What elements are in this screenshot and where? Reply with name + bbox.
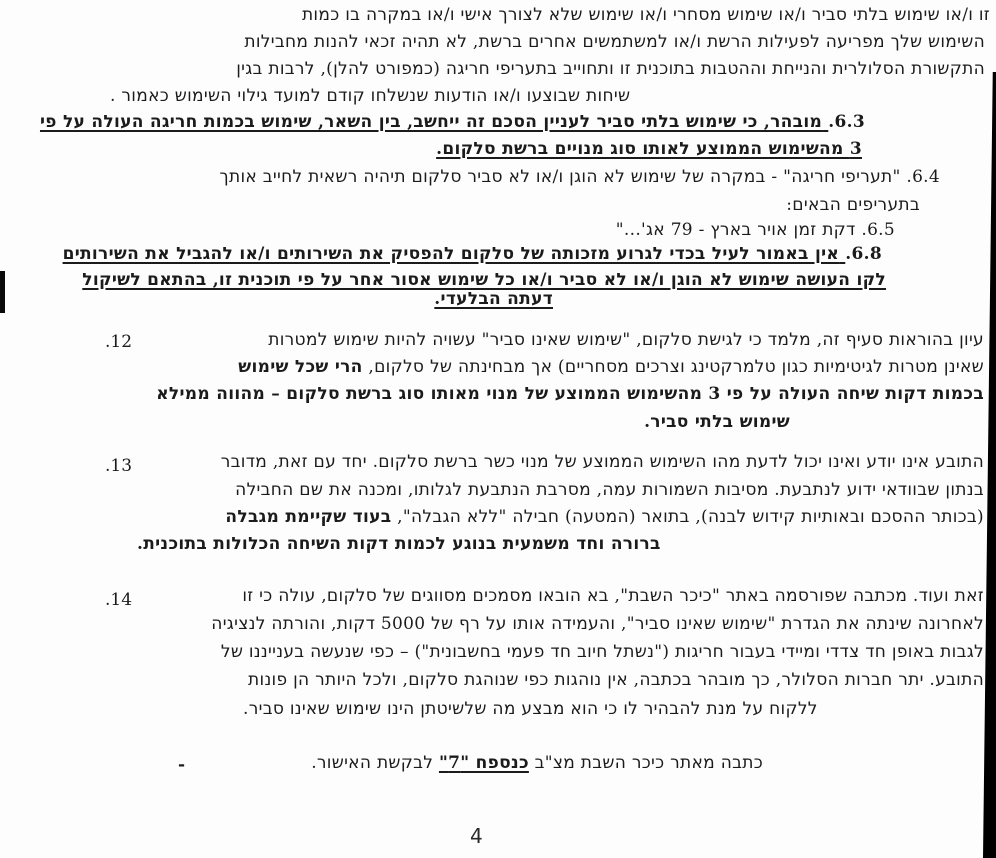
footnote-text-before: כתבה מאתר כיכר השבת מצ"ב xyxy=(534,753,763,773)
paragraph-14-line-2: לאחרונה שינתה את הגדרת "שימוש שאינו סביר", והעמידה אותו על רף של 5000 דקות, והורתה לנציגיה xyxy=(211,614,984,634)
paragraph-12-line-4: שימוש בלתי סביר. xyxy=(644,412,790,432)
paragraph-13-line-3-bold: בעוד שקיימת מגבלה xyxy=(225,507,392,527)
clause-6-5-number: 6.5. xyxy=(861,220,895,240)
paragraph-14-number: 14. xyxy=(105,590,133,610)
paragraph-14-line-3: לגבות באופן חד צדדי ומיידי בעבור חריגות ("נשתל חיוב חד פעמי בחשבונית") – כפי שנעשה בענייננו של xyxy=(220,642,984,662)
paragraph-12-line-3: בכמות דקות שיחה העולה על פי 3 מהשימוש הממוצע של מנוי מאותו סוג ברשת סלקום – מהווה ממילא xyxy=(156,384,984,404)
paragraph-13-line-4: ברורה וחד משמעית בנוגע לכמות דקות השיחה הכלולות בתוכנית. xyxy=(137,534,661,554)
footnote-dash: - xyxy=(178,755,186,775)
clause-6-3-line-2: 3 מהשימוש הממוצע לאותו סוג מנויים ברשת סלקום. xyxy=(436,139,862,159)
paragraph-13-line-3-regular: (בכותר ההסכם ובאותיות קידוש לבנה), בתואר (המטעה) חבילה "ללא הגבלה", xyxy=(397,507,984,527)
clause-6-8-line-2: לקו העושה שימוש לא הוגן ו/או לא סביר ו/או כל שימוש אסור אחר על פי תוכנית זו, בהתאם לשיקול xyxy=(82,270,886,290)
clause-6-4-text: "תעריפי חריגה" - במקרה של שימוש לא הוגן ו/או לא סביר סלקום תיהיה רשאית לחייב אותך xyxy=(219,167,901,187)
clause-6-8-line-3: דעתה הבלעדי. xyxy=(434,289,553,309)
paragraph-14-line-1: זאת ועוד. מכתבה שפורסמה באתר "כיכר השבת", בא הובאו מסמכים מסווגים של סלקום, עולה כי זו xyxy=(242,586,984,606)
paragraph-12-line-2-bold: הרי שכל שימוש xyxy=(238,357,363,377)
footnote-annex-ref: כנספח "7" xyxy=(438,753,529,773)
footnote-line xyxy=(311,752,763,775)
paragraph-13-line-1: התובע אינו יודע ואינו יכול לדעת מהו השימוש הממוצע של מנוי כשר ברשת סלקום. יחד עם זאת, מדובר xyxy=(220,452,984,472)
clause-6-4-line-2: בתעריפים הבאים: xyxy=(786,195,920,215)
footnote-text-after: לבקשת האישור. xyxy=(311,753,434,773)
clause-6-3-line-1 xyxy=(40,111,865,134)
paragraph-12-line-2-regular: שאינן מטרות לגיטימיות כגון טלמרקטינג וצרכים מסחריים) אך מבחינתה של סלקום, xyxy=(368,357,984,377)
intro-line-2: השימוש שלך מפריעה לפעילות הרשת ו/או למשתמשים אחרים ברשת, לא תהיה זכאי להנות מחבילות xyxy=(244,32,985,52)
scan-artifact-right-bar xyxy=(983,72,996,858)
paragraph-13-number: 13. xyxy=(105,456,133,476)
clause-6-4-number: 6.4. xyxy=(906,167,940,187)
paragraph-12-number: 12. xyxy=(105,332,133,352)
clause-6-5-text: דקת זמן אויר בארץ - 79 אג'..." xyxy=(615,220,856,240)
clause-6-8-line-1 xyxy=(63,243,882,266)
clause-6-5-line xyxy=(616,219,895,242)
paragraph-14-line-4: התובע. יתר חברות הסלולר, כך מובהר בכתבה, אין נוהגות כפי שנוהגת סלקום, ולכל היותר הן פונות xyxy=(248,670,984,690)
intro-line-1: זו ו/או שימוש בלתי סביר ו/או שימוש מסחרי ו/או שימוש שלא לצורך אישי ו/או במקרה בו כמות xyxy=(301,5,990,25)
clause-6-3-text: מובהר, כי שימוש בלתי סביר לעניין הסכם זה ייחשב, בין השאר, שימוש בכמות חריגה העולה על פי xyxy=(39,112,823,132)
paragraph-12-line-2 xyxy=(238,356,984,379)
page-number: 4 xyxy=(470,824,483,848)
paragraph-13-line-3 xyxy=(225,506,984,529)
paragraph-14-line-5: ללקוח על מנת להבהיר לו כי הוא מבצע מה שלשיטתן הינו שימוש שאינו סביר. xyxy=(243,699,818,719)
clause-6-8-number: 6.8. xyxy=(845,244,882,264)
paragraph-13-line-2: בנתון שבוודאי ידוע לנתבעת. מסיבות השמורות עמה, מסרבת הנתבעת לגלותו, ומכנה את שם החבילה xyxy=(235,480,984,500)
intro-line-4: שיחות שבוצעו ו/או הודעות שנשלחו קודם למועד גילוי השימוש כאמור . xyxy=(110,86,631,106)
intro-line-3: התקשורת הסלולרית והנייחת וההטבות בתוכנית זו ותחוייב בתעריפי חריגה (כמפורט להלן), לרבות בגין xyxy=(236,59,985,79)
clause-6-4-line-1 xyxy=(220,166,940,189)
clause-6-8-text: אין באמור לעיל בכדי לגרוע מזכותה של סלקום להפסיק את השירותים ו/או להגביל את השירותים xyxy=(62,244,840,264)
clause-6-3-number: 6.3. xyxy=(828,112,865,132)
paragraph-12-line-1: עיון בהוראות סעיף זה, מלמד כי לגישת סלקום, "שימוש שאינו סביר" עשויה להיות שימוש למטרות xyxy=(268,330,984,350)
scan-artifact-left-mark xyxy=(0,271,5,313)
